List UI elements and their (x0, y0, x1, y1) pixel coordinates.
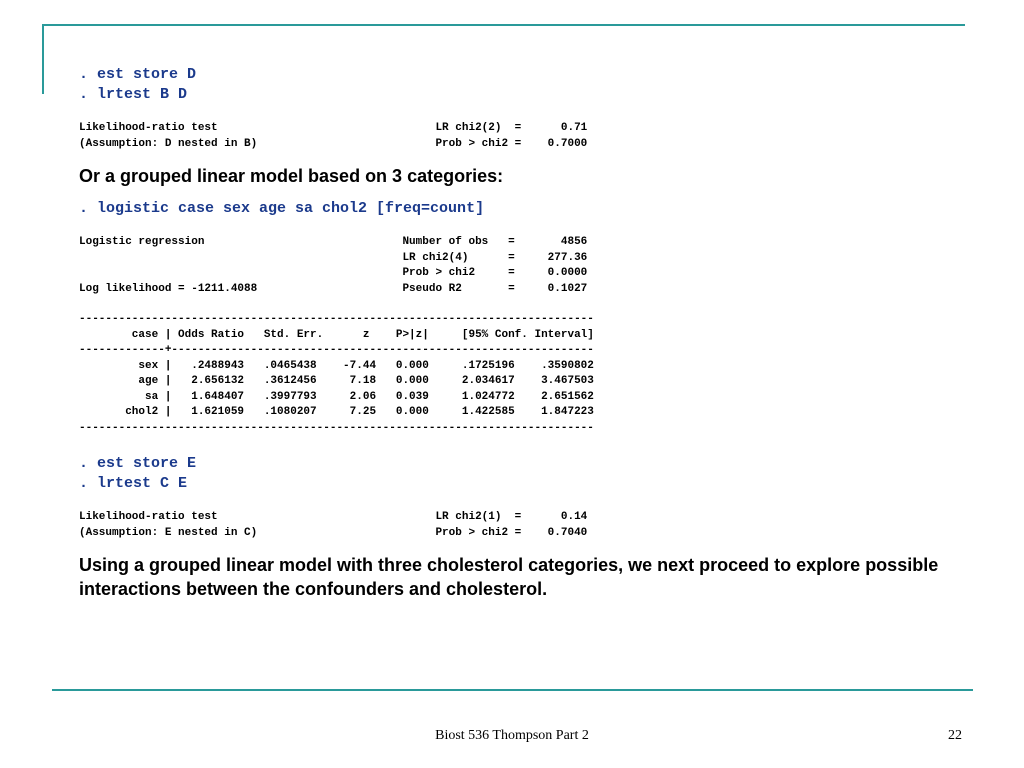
left-rule (42, 24, 44, 94)
output-line: Likelihood-ratio test LR chi2(2) = 0.71 (79, 122, 588, 134)
command-line: . est store E (79, 455, 197, 472)
footer-title: Biost 536 Thompson Part 2 (435, 728, 589, 743)
output-line: Likelihood-ratio test LR chi2(1) = 0.14 (79, 511, 588, 523)
block2-commands (79, 454, 979, 494)
slide-content (79, 65, 979, 601)
table-row: case | Odds Ratio Std. Err. z P>|z| [95% Conf. Interval] (79, 328, 594, 341)
section-heading: Or a grouped linear model based on 3 categories: (79, 166, 504, 186)
table-row: age | 2.656132 .3612456 7.18 0.000 2.034617 3.467503 (79, 375, 594, 387)
block1-output (79, 121, 979, 152)
table-row: sex | .2488943 .0465438 -7.44 0.000 .1725196 .3590802 (79, 359, 594, 372)
table-row: chol2 | 1.621059 .1080207 7.25 0.000 1.422585 1.847223 (79, 406, 594, 418)
table-row: -------------+---------------------------------------------------------------- (79, 344, 594, 356)
table-row: sa | 1.648407 .3997793 2.06 0.039 1.024772 2.651562 (79, 390, 594, 403)
table-row: ------------------------------------------------------------------------------ (79, 421, 594, 434)
command-line: . lrtest B D (79, 86, 188, 103)
odds-ratio-table (79, 312, 979, 436)
output-line: (Assumption: E nested in C) Prob > chi2 = 0.7040 (79, 526, 588, 539)
logistic-header (79, 235, 979, 297)
bottom-rule (52, 689, 973, 691)
summary-paragraph: Using a grouped linear model with three cholesterol categories, we next proceed to explore possible interactions between the confounders and cholesterol. (79, 555, 939, 599)
command-line: . lrtest C E (79, 475, 188, 492)
output-line: LR chi2(4) = 277.36 (79, 251, 588, 264)
output-line: Log likelihood = -1211.4088 Pseudo R2 = 0.1027 (79, 282, 588, 295)
output-line: Logistic regression Number of obs = 4856 (79, 236, 588, 248)
output-line: Prob > chi2 = 0.0000 (79, 267, 588, 279)
table-row: ------------------------------------------------------------------------------ (79, 313, 594, 325)
top-rule (42, 24, 965, 26)
block1-commands (79, 65, 979, 105)
command-line: . logistic case sex age sa chol2 [freq=count] (79, 200, 485, 217)
page-number: 22 (948, 728, 962, 743)
output-line: (Assumption: D nested in B) Prob > chi2 = 0.7000 (79, 137, 588, 150)
command-line: . est store D (79, 66, 197, 83)
block2-output (79, 510, 979, 541)
